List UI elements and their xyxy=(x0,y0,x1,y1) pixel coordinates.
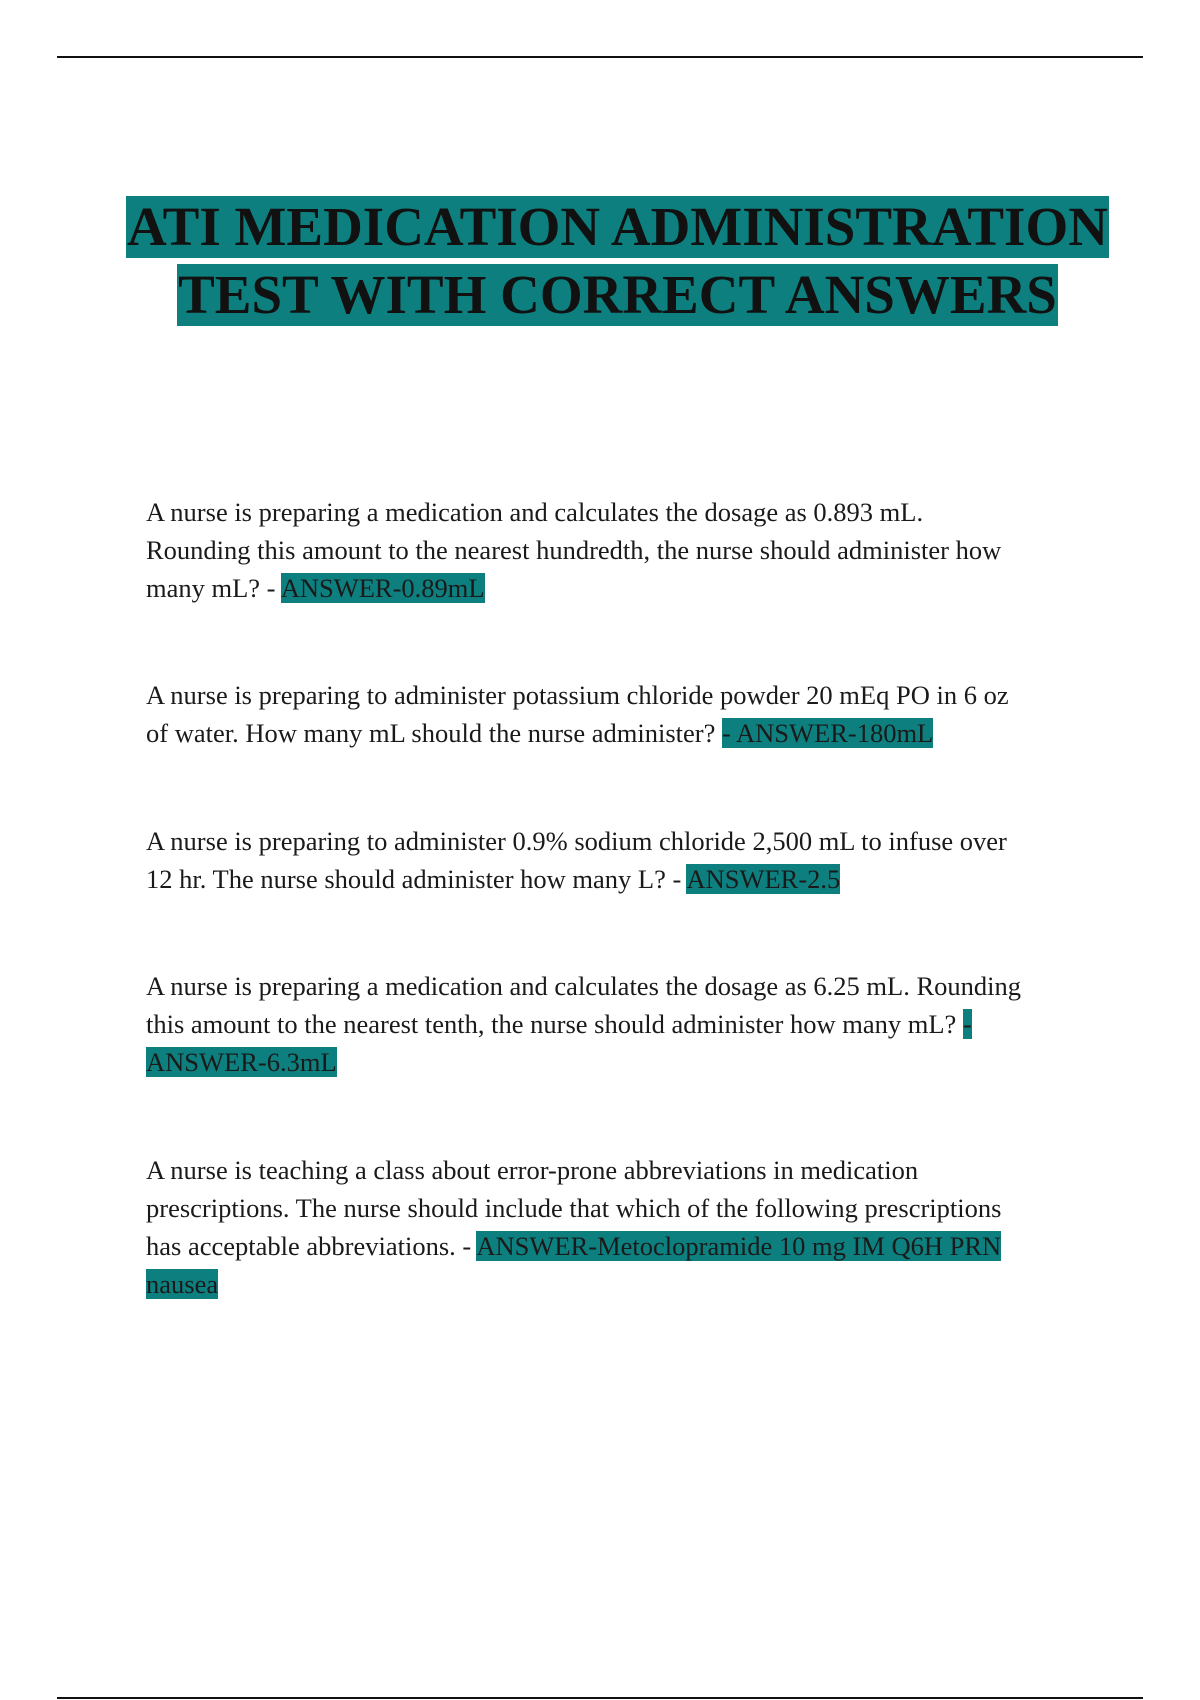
question-4-line-1: A nurse is preparing a medication and calculates the dosage as 6.25 mL. Rounding xyxy=(146,971,1022,1001)
bottom-rule xyxy=(57,1697,1143,1699)
question-3-line-1: A nurse is preparing to administer 0.9% sodium chloride 2,500 mL to infuse over xyxy=(146,826,1007,856)
question-1-line-2: Rounding this amount to the nearest hundredth, the nurse should administer how xyxy=(146,535,1002,565)
title-line-2: TEST WITH CORRECT ANSWERS xyxy=(178,264,1057,325)
document-title xyxy=(60,196,1175,326)
answer-1-highlight: ANSWER-0.89mL xyxy=(280,573,485,603)
question-3 xyxy=(146,822,1091,898)
question-5-line-2: prescriptions. The nurse should include that which of the following prescriptions xyxy=(146,1193,1002,1223)
title-line-1: ATI MEDICATION ADMINISTRATION xyxy=(127,196,1108,257)
question-5-lead: has acceptable abbreviations. - xyxy=(146,1231,477,1261)
question-1-lead: many mL? - xyxy=(146,573,281,603)
question-2-line-1: A nurse is preparing to administer potassium chloride powder 20 mEq PO in 6 oz xyxy=(146,680,1009,710)
answer-4-highlight-part-2: ANSWER-6.3mL xyxy=(146,1047,337,1077)
answer-4-highlight-part-1: - xyxy=(962,1009,972,1039)
answer-3-highlight: ANSWER-2.5 xyxy=(686,864,841,894)
question-5-line-1: A nurse is teaching a class about error-prone abbreviations in medication xyxy=(146,1155,919,1185)
top-rule xyxy=(57,56,1143,58)
question-1-line-1: A nurse is preparing a medication and calculates the dosage as 0.893 mL. xyxy=(146,497,924,527)
question-2 xyxy=(146,676,1091,752)
question-1 xyxy=(146,493,1091,607)
question-4-lead: this amount to the nearest tenth, the nurse should administer how many mL? xyxy=(146,1009,963,1039)
answer-5-highlight-part-1: ANSWER-Metoclopramide 10 mg IM Q6H PRN xyxy=(476,1231,1002,1261)
answer-2-highlight: - ANSWER-180mL xyxy=(722,718,934,748)
answer-5-highlight-part-2: nausea xyxy=(146,1269,219,1299)
question-2-lead: of water. How many mL should the nurse administer? xyxy=(146,718,722,748)
question-3-lead: 12 hr. The nurse should administer how many L? - xyxy=(146,864,687,894)
question-5 xyxy=(146,1151,1091,1303)
question-4 xyxy=(146,967,1091,1081)
